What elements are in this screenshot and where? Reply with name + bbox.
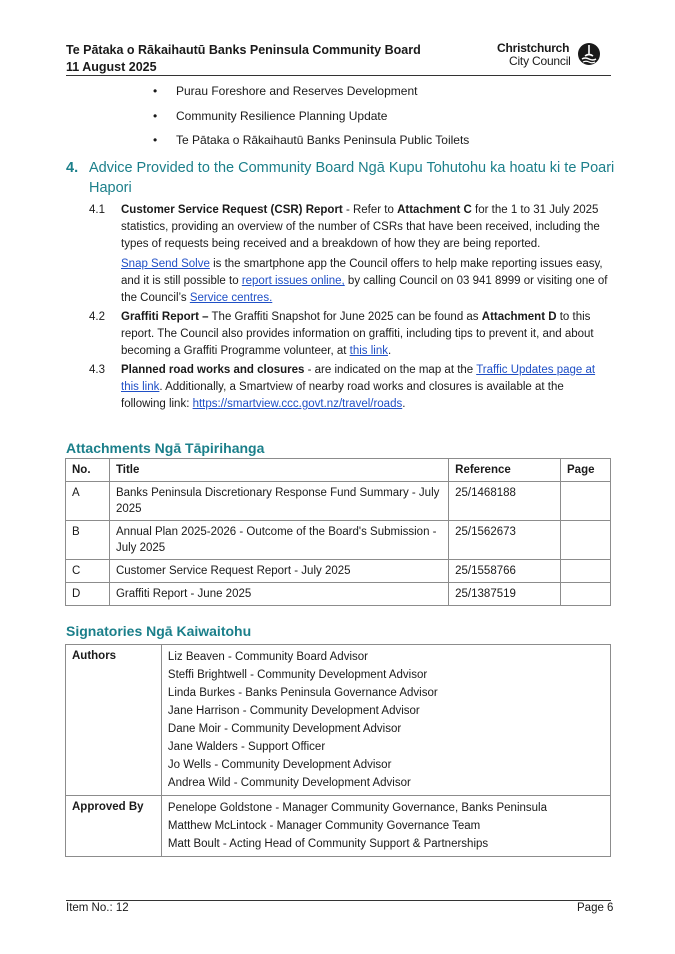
section-title: Advice Provided to the Community Board Ngā Kupu Tohutohu ka hoatu ki te Poari Hapori bbox=[89, 160, 615, 196]
table-row bbox=[66, 482, 611, 521]
column-header: Page bbox=[561, 459, 611, 482]
header-date: 11 August 2025 bbox=[66, 60, 157, 74]
item-number: 4.1 bbox=[89, 204, 105, 216]
item-number: 4.3 bbox=[89, 364, 105, 376]
item-bold-ref: Attachment D bbox=[481, 311, 557, 323]
signatories-heading: Signatories Ngā Kaiwaitohu bbox=[66, 623, 252, 639]
cell-ref: 25/1468188 bbox=[449, 482, 561, 521]
footer-rule bbox=[66, 900, 611, 901]
item-body bbox=[121, 202, 611, 253]
approved-list bbox=[161, 796, 610, 857]
service-centres-link[interactable]: Service centres. bbox=[189, 292, 273, 304]
column-header: Reference bbox=[449, 459, 561, 482]
cell-page bbox=[561, 482, 611, 521]
cell-page bbox=[561, 560, 611, 583]
snap-send-solve-link[interactable]: Snap Send Solve bbox=[121, 258, 210, 270]
cell-title: Customer Service Request Report - July 2025 bbox=[109, 560, 448, 583]
item-text: . bbox=[402, 398, 406, 410]
item-4-1-paragraph bbox=[121, 256, 611, 307]
item-text: . Additionally, a Smartview of nearby road works and closures is available at the following link: bbox=[121, 381, 564, 410]
item-text: - are indicated on the map at the bbox=[304, 364, 477, 376]
cell-page bbox=[561, 583, 611, 606]
author-name: Jane Harrison - Community Development Advisor bbox=[167, 705, 420, 717]
cell-page bbox=[561, 521, 611, 560]
item-text: The Graffiti Snapshot for June 2025 can be found as bbox=[208, 311, 482, 323]
council-logo bbox=[497, 41, 607, 71]
item-number: 4.2 bbox=[89, 311, 105, 323]
cell-no: D bbox=[66, 583, 110, 606]
document-header bbox=[66, 42, 421, 76]
author-name: Jane Walders - Support Officer bbox=[167, 741, 326, 753]
signatories-table bbox=[65, 644, 611, 857]
item-body bbox=[121, 309, 611, 360]
section-number: 4. bbox=[66, 160, 79, 176]
cell-title: Banks Peninsula Discretionary Response Fund Summary - July 2025 bbox=[109, 482, 448, 521]
column-header: Title bbox=[109, 459, 448, 482]
cell-title: Annual Plan 2025-2026 - Outcome of the Board's Submission - July 2025 bbox=[109, 521, 448, 560]
approved-label: Approved By bbox=[66, 796, 162, 857]
list-item: • Te Pātaka o Rākaihautū Banks Peninsula Public Toilets bbox=[153, 131, 469, 156]
smartview-link[interactable]: https://smartview.ccc.govt.nz/travel/roads bbox=[192, 398, 403, 410]
table-header-row bbox=[66, 459, 611, 482]
bullet-list bbox=[153, 82, 469, 156]
approver-name: Penelope Goldstone - Manager Community Governance, Banks Peninsula bbox=[167, 802, 547, 814]
attachments-heading: Attachments Ngā Tāpirihanga bbox=[66, 440, 265, 456]
header-title: Te Pātaka o Rākaihautū Banks Peninsula Community Board bbox=[66, 43, 421, 57]
table-row bbox=[66, 583, 611, 606]
author-name: Dane Moir - Community Development Advisor bbox=[167, 723, 402, 735]
approver-name: Matthew McLintock - Manager Community Governance Team bbox=[167, 820, 481, 832]
cell-ref: 25/1387519 bbox=[449, 583, 561, 606]
item-bold-label: Graffiti Report – bbox=[121, 311, 209, 323]
list-item: • Purau Foreshore and Reserves Development bbox=[153, 82, 469, 107]
author-name: Andrea Wild - Community Development Advisor bbox=[167, 777, 411, 789]
item-text: . bbox=[387, 345, 392, 357]
item-body bbox=[121, 362, 611, 413]
authors-label: Authors bbox=[66, 645, 162, 796]
item-bold-ref: Attachment C bbox=[397, 204, 472, 216]
logo-line1: Christchurch bbox=[497, 41, 570, 55]
report-issues-online-link[interactable]: report issues online, bbox=[241, 275, 345, 287]
approver-name: Matt Boult - Acting Head of Community Support & Partnerships bbox=[167, 838, 489, 850]
authors-row bbox=[66, 645, 611, 796]
council-emblem-icon bbox=[577, 42, 601, 66]
cell-no: A bbox=[66, 482, 110, 521]
cell-no: B bbox=[66, 521, 110, 560]
cell-title: Graffiti Report - June 2025 bbox=[109, 583, 448, 606]
traffic-updates-link[interactable]: Traffic Updates page at this link bbox=[121, 364, 596, 393]
author-name: Linda Burkes - Banks Peninsula Governance Advisor bbox=[167, 687, 438, 699]
author-name: Liz Beaven - Community Board Advisor bbox=[167, 651, 368, 663]
list-item: • Community Resilience Planning Update bbox=[153, 107, 469, 132]
authors-list bbox=[161, 645, 610, 796]
table-row bbox=[66, 560, 611, 583]
cell-no: C bbox=[66, 560, 110, 583]
header-rule bbox=[66, 75, 611, 76]
approved-row bbox=[66, 796, 611, 857]
cell-ref: 25/1562673 bbox=[449, 521, 561, 560]
item-text: for the 1 to 31 July 2025 statistics, providing an overview of the number of CSRs that have been received, including the types of requests being received and a breakdown of how they are being reported. bbox=[121, 204, 600, 250]
item-bold-label: Planned road works and closures bbox=[121, 364, 305, 376]
paragraph-text: by calling Council on 03 941 8999 or visiting one of the Council’s bbox=[121, 275, 608, 304]
table-row bbox=[66, 521, 611, 560]
column-header: No. bbox=[66, 459, 110, 482]
paragraph-text: is the smartphone app the Council offers to help make reporting issues easy, and it is still possible to bbox=[121, 258, 603, 287]
attachments-table bbox=[65, 458, 611, 606]
footer-item-number: Item No.: 12 bbox=[66, 902, 129, 914]
author-name: Steffi Brightwell - Community Development Advisor bbox=[167, 669, 428, 681]
item-text: to this report. The Council also provides information on graffiti, including tips to prevent it, and about becoming a Graffiti Programme volunteer, at bbox=[121, 311, 594, 357]
author-name: Jo Wells - Community Development Advisor bbox=[167, 759, 392, 771]
graffiti-info-link[interactable]: this link bbox=[349, 345, 388, 357]
cell-ref: 25/1558766 bbox=[449, 560, 561, 583]
item-text: - Refer to bbox=[342, 204, 398, 216]
item-bold-label: Customer Service Request (CSR) Report bbox=[121, 204, 343, 216]
logo-line2: City Council bbox=[509, 54, 571, 68]
footer-page-number: Page 6 bbox=[577, 902, 614, 914]
